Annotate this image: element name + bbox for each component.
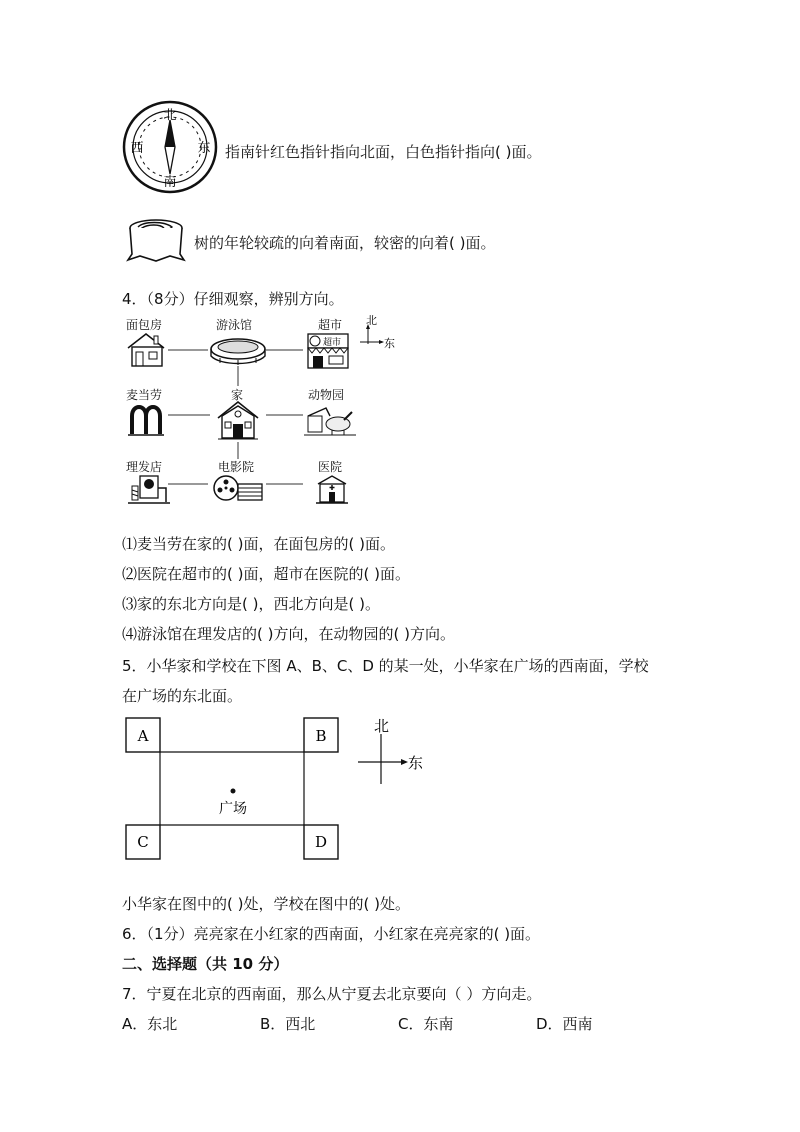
compass-north-label: 北 <box>163 108 177 123</box>
map-label-home: 家 <box>231 388 244 402</box>
hospital-icon <box>314 472 350 506</box>
q4-item-4: ⑷游泳馆在理发店的( )方向，在动物园的( )方向。 <box>122 625 455 643</box>
q4-item-2: ⑵医院在超市的( )面，超市在医院的( )面。 <box>122 565 410 583</box>
direction-map <box>118 314 408 504</box>
tree-question: 树的年轮较疏的向着南面，较密的向着( )面。 <box>194 234 496 252</box>
q7-option-d[interactable]: D．西南 <box>536 1015 593 1033</box>
square-label: 广场 <box>219 801 247 817</box>
compass-east-label: 东 <box>197 141 211 156</box>
section-2-title: 二、选择题（共 10 分） <box>122 955 289 973</box>
point-c: C <box>137 833 149 851</box>
cinema-icon <box>210 472 266 506</box>
q7-option-b[interactable]: B．西北 <box>260 1015 316 1033</box>
map-east-label: 东 <box>384 337 395 350</box>
q5-line-2: 在广场的东北面。 <box>122 687 243 705</box>
map-label-mcdonalds: 麦当劳 <box>126 388 163 402</box>
map-label-barber: 理发店 <box>126 460 163 474</box>
point-a: A <box>137 727 149 745</box>
supermarket-sign: 超市 <box>322 338 342 348</box>
compass-south-label: 南 <box>163 175 177 190</box>
point-d: D <box>314 833 328 851</box>
q4-item-3: ⑶家的东北方向是( )，西北方向是( )。 <box>122 595 380 613</box>
square-dot <box>231 789 236 794</box>
map-label-zoo: 动物园 <box>308 388 345 402</box>
q7-option-c[interactable]: C．东南 <box>398 1015 454 1033</box>
map-north-label: 北 <box>366 314 377 327</box>
map-label-cinema: 电影院 <box>218 460 255 474</box>
compass-question: 指南针红色指针指向北面，白色指针指向( )面。 <box>225 143 542 161</box>
tree-stump-icon <box>126 218 190 264</box>
map-label-supermarket: 超市 <box>318 318 343 332</box>
q6-text: 6．（1分）亮亮家在小红家的西南面，小红家在亮亮家的( )面。 <box>122 925 541 943</box>
q5-diagram <box>122 714 432 864</box>
q5-east-label: 东 <box>408 754 424 772</box>
swimming-pool-icon <box>208 334 268 368</box>
barber-icon <box>126 472 172 506</box>
map-label-hospital: 医院 <box>318 460 343 474</box>
mcdonalds-icon <box>128 402 168 438</box>
map-compass <box>356 314 406 350</box>
q5-answer: 小华家在图中的( )处，学校在图中的( )处。 <box>122 895 410 913</box>
supermarket-icon <box>304 330 354 370</box>
bakery-icon <box>126 332 170 368</box>
map-label-swimming-pool: 游泳馆 <box>216 318 253 332</box>
q5-north-label: 北 <box>374 717 390 735</box>
home-icon <box>214 398 262 442</box>
zoo-icon <box>304 402 356 438</box>
q4-item-1: ⑴麦当劳在家的( )面，在面包房的( )面。 <box>122 535 395 553</box>
compass-west-label: 西 <box>130 141 144 156</box>
q4-title: 4．（8分）仔细观察，辨别方向。 <box>122 290 344 308</box>
map-label-bakery: 面包房 <box>126 318 163 332</box>
point-b: B <box>315 727 327 745</box>
q7-text: 7．宁夏在北京的西南面，那么从宁夏去北京要向（ ）方向走。 <box>122 985 542 1003</box>
q7-option-a[interactable]: A．东北 <box>122 1015 178 1033</box>
q5-line-1: 5．小华家和学校在下图 A、B、C、D 的某一处，小华家在广场的西南面，学校 <box>122 657 649 675</box>
compass-figure <box>122 100 222 198</box>
